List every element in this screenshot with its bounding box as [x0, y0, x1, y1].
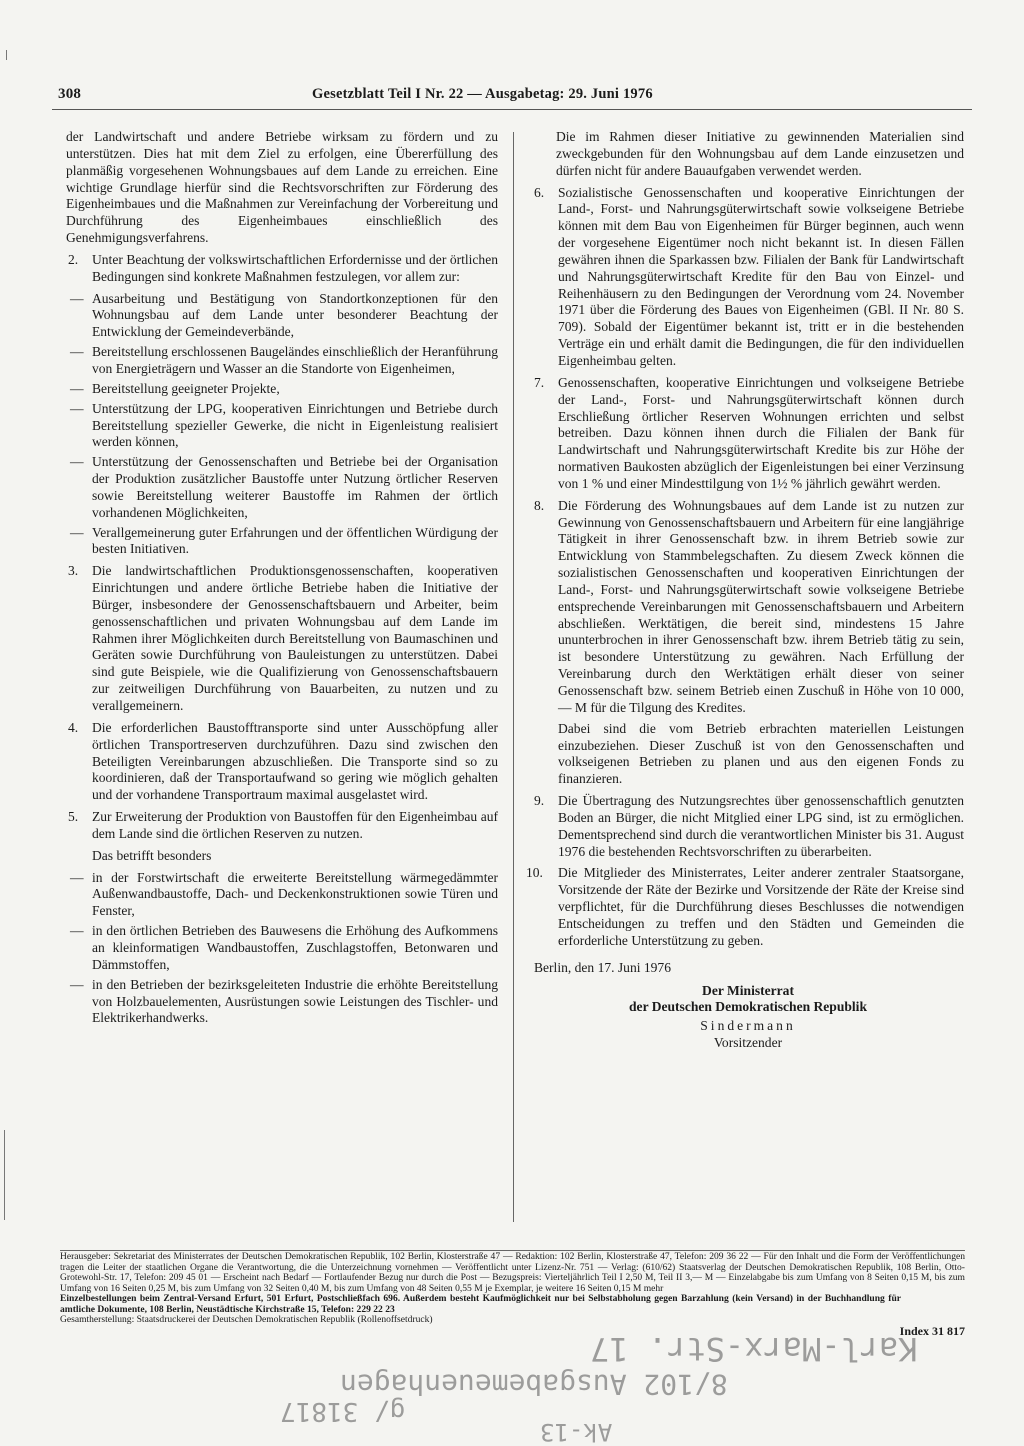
stamp-area: [0, 1326, 1024, 1446]
dash-item: [66, 870, 498, 921]
item-text: Die erforderlichen Baustofftransporte sind unter Ausschöpfung aller örtlichen Transportreserven durchzuführen. Dazu sind zwischen den Beteiligten Vereinbarungen abzuschließen. Die Transporte sind so zu koordinieren, daß der Transportaufwand so gering wie möglich gehalten und der vorhandene Transportraum maximal ausgelastet wird.: [92, 719, 498, 803]
list-item: [66, 720, 498, 804]
item-text: Die landwirtschaftlichen Produktionsgenossenschaften, kooperativen Einrichtungen und andere örtliche Betriebe haben die Initiative der Bürger, insbesondere der Genossenschaftsbauern und Arbeiter, beim genossenschaftlichen und privaten Wohnungsbau auf dem Lande im Rahmen ihrer Möglichkeiten durch Bereitstellung von Baumaschinen und Geräten sowie Durchführung von Bauleistungen zu unterstützen. Dabei sind gute Beispiele, wie die Qualifizierung von Genossenschaftsbauern zur zeitweiligen Durchführung von Bauarbeiten, zu nutzen und zu verallgemeinern.: [92, 563, 498, 713]
index-number: Index 31 817: [899, 1324, 965, 1338]
item-text: Die Mitglieder des Ministerrates, Leiter anderer zentraler Staatsorgane, Vorsitzende der Räte der Bezirke und Vorsitzende der Räte der Kreise sind verpflichtet, für die Durchführung dieses Beschlusses die notwendigen Entscheidungen zu treffen und den Städten und Gemeinden die erforderliche Unterstützung zu geben.: [558, 865, 964, 948]
dash-text: in den Betrieben der bezirksgeleiteten Industrie die erhöhte Bereitstellung von Holzbauelementen, Ausrüstungen sowie Leistungen des Tischler- und Elektrikerhandwerks.: [92, 976, 498, 1026]
imprint: [60, 1251, 965, 1338]
dash-item: [66, 291, 498, 342]
item-text: Unter Beachtung der volkswirtschaftlichen Erfordernisse und der örtlichen Bedingungen sind konkrete Maßnahmen festzulegen, vor allem zur:: [92, 251, 498, 284]
signature-body-line2: der Deutschen Demokratischen Republik: [629, 999, 867, 1015]
dash-item: [66, 454, 498, 521]
dash-marker: —: [70, 400, 84, 416]
signatory-name: Sindermann: [700, 1018, 796, 1034]
item-text: Zur Erweiterung der Produktion von Baustoffen für den Eigenheimbau auf dem Lande sind die örtlichen Reserven zu nutzen.: [92, 809, 498, 841]
gazette-title: Gesetzblatt Teil I Nr. 22 — Ausgabetag: 29. Juni 1976: [312, 86, 653, 102]
item-number: 4.: [68, 719, 79, 735]
dash-item: [66, 923, 498, 974]
item-number: 7.: [534, 374, 545, 390]
list-item: [66, 252, 498, 286]
dash-text: Verallgemeinerung guter Erfahrungen und der öffentlichen Würdigung der besten Initiativen.: [92, 524, 498, 557]
item-text: Sozialistische Genossenschaften und kooperative Einrichtungen der Land-, Forst- und Nahrungsgüterwirtschaft sowie volkseigene Betriebe können mit dem Bau von Eigenheimen für Bürger beginnen, auch wenn der vorgesehene Eigentümer noch nicht bekannt ist. In diesen Fällen gewähren ihnen die Sparkassen bzw. Filialen der Bank für Landwirtschaft und Nahrungsgüterwirtschaft Kredite für den Bau von Einzel- und Reihenhäusern zu den Bedingungen der Verordnung vom 24. November 1971 über die Förderung des Baues von Eigenheimen (GBl. II Nr. 80 S. 709). Sobald der Eigentümer bekannt ist, tritt er in die bestehenden Verträge ein und erhält damit die Bedingungen, die für den individuellen Eigenheimbau gelten.: [558, 184, 964, 368]
imprint-orders: Einzelbestellungen beim Zentral-Versand Erfurt, 501 Erfurt, Postschließfach 696. Außerdem besteht Kaufmöglichkeit nur bei Selbstabholung gegen Barzahlung (kein Versand) in der Buchhandlung für amtliche Dokumente, 108 Berlin, Neustädtische Kirchstraße 15, Telefon: 229 22 23: [60, 1293, 901, 1315]
page-number: 308: [58, 86, 82, 102]
dash-item: [66, 401, 498, 452]
item-number: 10.: [526, 865, 543, 881]
stamp: Ak-13: [540, 1418, 613, 1446]
left-column: [66, 129, 498, 1030]
item-subhead: Das betrifft besonders: [92, 847, 212, 863]
dash-marker: —: [70, 923, 84, 939]
item-number: 9.: [534, 793, 545, 809]
column-divider: [513, 132, 514, 1222]
paragraph: der Landwirtschaft und andere Betriebe wirksam zu fördern und zu unterstützen. Dies hat mit dem Ziel zu erfolgen, eine Übererfüllung des planmäßig vorgesehenen Wohnungsbaues auf dem Lande zu erreichen. Eine wichtige Grundlage hierfür sind die Rechtsvorschriften zur Förderung des Eigenheimbaues und die Maßnahmen zur Vereinfachung der Vorbereitung und Durchführung des Eigenheimbaues einschließlich des Genehmigungsverfahrens.: [66, 129, 498, 246]
dash-marker: —: [70, 344, 84, 360]
stamp: 8/102 Ausgabemeuenhagen: [340, 1368, 728, 1401]
list-item: [532, 793, 964, 860]
dash-text: Ausarbeitung und Bestätigung von Standortkonzeptionen für den Wohnungsbau auf dem Lande unter besonderer Beachtung der Entwicklung der Gemeindeverbände,: [92, 290, 498, 340]
list-item: [66, 809, 498, 865]
list-item: [532, 375, 964, 493]
item-text: Die Förderung des Wohnungsbaues auf dem Lande ist zu nutzen zur Gewinnung von Genossenschaftsbauern und Arbeitern für eine langjährige Tätigkeit in ihrer Genossenschaft bzw. in ihrem Betrieb sowie zur Entwicklung von Stammbelegschaften. Zu diesem Zweck können die sozialistischen Genossenschaften und kooperativen Einrichtungen der Land-, Forst- und Nahrungsgüterwirtschaft sowie volkseigene Betriebe entsprechende Vereinbarungen mit Genossenschaftsbauern und Arbeitern abschließen. Werktätigen, die bereit sind, mindestens 15 Jahre ununterbrochen in ihrer Genossenschaft bzw. ihrem Betrieb tätig zu sein, ist besondere Unterstützung zu gewähren. Nach Erfüllung der Vereinbarung durch den Werktätigen erhält dieser von seiner Genossenschaft bzw. seinem Betrieb einen Zuschuß in Höhe von 10 000,— M für die Tilgung des Kredites.: [558, 497, 964, 715]
item-number: 8.: [534, 497, 545, 513]
dash-marker: —: [70, 454, 84, 470]
item-text: Dabei sind die vom Betrieb erbrachten materiellen Leistungen einzubeziehen. Dieser Zuschuß ist von den Genossenschaften und volkseigenen Betrieben zu planen und aus den eigenen Fonds zu finanzieren.: [558, 720, 964, 787]
signatory-role: Vorsitzender: [713, 1035, 783, 1051]
dash-marker: —: [70, 290, 84, 306]
item-number: 2.: [68, 251, 79, 267]
dash-item: [66, 977, 498, 1028]
list-item: [532, 185, 964, 370]
item-number: 3.: [68, 563, 79, 579]
list-item: [66, 563, 498, 715]
right-column: [526, 129, 964, 1052]
stamp: Karl-Marx-Str. 17: [590, 1330, 918, 1368]
list-item: [532, 498, 964, 788]
margin-mark: [6, 50, 7, 60]
header-rule: [52, 109, 972, 110]
dash-text: Bereitstellung erschlossenen Baugeländes einschließlich der Heranführung von Energieträgern und Wasser an die Standorte von Eigenheimen,: [92, 344, 498, 376]
dash-text: Unterstützung der LPG, kooperativen Einrichtungen und Betriebe durch Bereitstellung spezieller Gewerke, die nicht in Eigenleistung realisiert werden können,: [92, 400, 498, 450]
signature-body: Der Ministerrat: [702, 982, 794, 998]
dash-marker: —: [70, 524, 84, 540]
paragraph: Die im Rahmen dieser Initiative zu gewinnenden Materialien sind zweckgebunden für den Wohnungsbau auf dem Lande einzusetzen und dürfen nicht für andere Bauaufgaben verwendet werden.: [556, 129, 964, 178]
imprint-printer: Gesamtherstellung: Staatsdruckerei der Deutschen Demokratischen Republik (Rollenoffsetdruck): [60, 1314, 433, 1326]
place-date: Berlin, den 17. Juni 1976: [534, 959, 671, 975]
dash-marker: —: [70, 976, 84, 992]
dash-text: in der Forstwirtschaft die erweiterte Bereitstellung wärmegedämmter Außenwandbaustoffe, Dach- und Deckenkonstruktionen sowie Türen und Fenster,: [92, 869, 498, 919]
dash-item: [66, 344, 498, 378]
item-text: Genossenschaften, kooperative Einrichtungen und volkseigene Betriebe der Land-, Forst- und Nahrungsgüterwirtschaft können durch Erschließung örtlicher Reserven Wohnungen errichten und selbst betreiben. Dazu können ihnen durch die Filialen der Bank für Landwirtschaft und Nahrungsgüterwirtschaft Kredite bis zur Höhe der normativen Baukosten abzüglich der Eigenleistungen bei einer Verzinsung von 1 % und einer Mindesttilgung von 1½ % jährlich gewährt werden.: [558, 374, 964, 491]
dash-item: [66, 381, 498, 398]
item-number: 6.: [534, 184, 545, 200]
list-item: [526, 865, 964, 949]
dash-marker: —: [70, 380, 84, 396]
dash-item: [66, 525, 498, 559]
item-number: 5.: [68, 809, 79, 825]
margin-mark: [4, 1130, 5, 1220]
item-text: Die Übertragung des Nutzungsrechtes über genossenschaftlich genutzten Boden an Bürger, die nicht Mitglied einer LPG sind, ist zu ermöglichen. Dementsprechend sind durch die verantwortlichen Minister bis 31. August 1976 die bestehenden Rechtsvorschriften zu überarbeiten.: [558, 793, 964, 859]
dash-text: in den örtlichen Betrieben des Bauwesens die Erhöhung des Aufkommens an kleinformatigen Wandbaustoffen, Zuschlagstoffen, Betonwaren und Dämmstoffen,: [92, 923, 498, 972]
dash-text: Bereitstellung geeigneter Projekte,: [92, 380, 280, 396]
imprint-publisher: Herausgeber: Sekretariat des Ministerrates der Deutschen Demokratischen Republik, 102 Berlin, Klosterstraße 47 — Redaktion: 102 Berlin, Klosterstraße 47, Telefon: 209 36 22 — Für den Inhalt und die Form der Veröffentlichungen tragen die Leiter der staatlichen Organe die Verantwortung, die die Unterzeichnung vornehmen — Veröffentlicht unter Lizenz-Nr. 751 — Verlag: (610/62) Staatsverlag der Deutschen Demokratischen Republik, 108 Berlin, Otto-Grotewohl-Str. 17, Telefon: 209 45 01 — Erscheint nach Bedarf — Fortlaufender Bezug nur durch die Post — Bezugspreis: Vierteljährlich Teil I 2,50 M, Teil II 3,— M — Einzelabgabe bis zum Umfang von 8 Seiten 0,15 M, bis zum Umfang von 16 Seiten 0,25 M, bis zum Umfang von 32 Seiten 0,40 M, bis zum Umfang von 48 Seiten 0,55 M je Exemplar, je weitere 16 Seiten 0,15 M mehr: [60, 1251, 965, 1294]
dash-marker: —: [70, 869, 84, 885]
dash-text: Unterstützung der Genossenschaften und Betriebe bei der Organisation der Produktion zusätzlicher Baustoffe unter Nutzung örtlicher Reserven sowie Bereitstellung weiterer Baustoffe im Rahmen der örtlich vorhandenen Möglichkeiten,: [92, 454, 498, 520]
stamp: g/ 31817: [280, 1396, 406, 1426]
